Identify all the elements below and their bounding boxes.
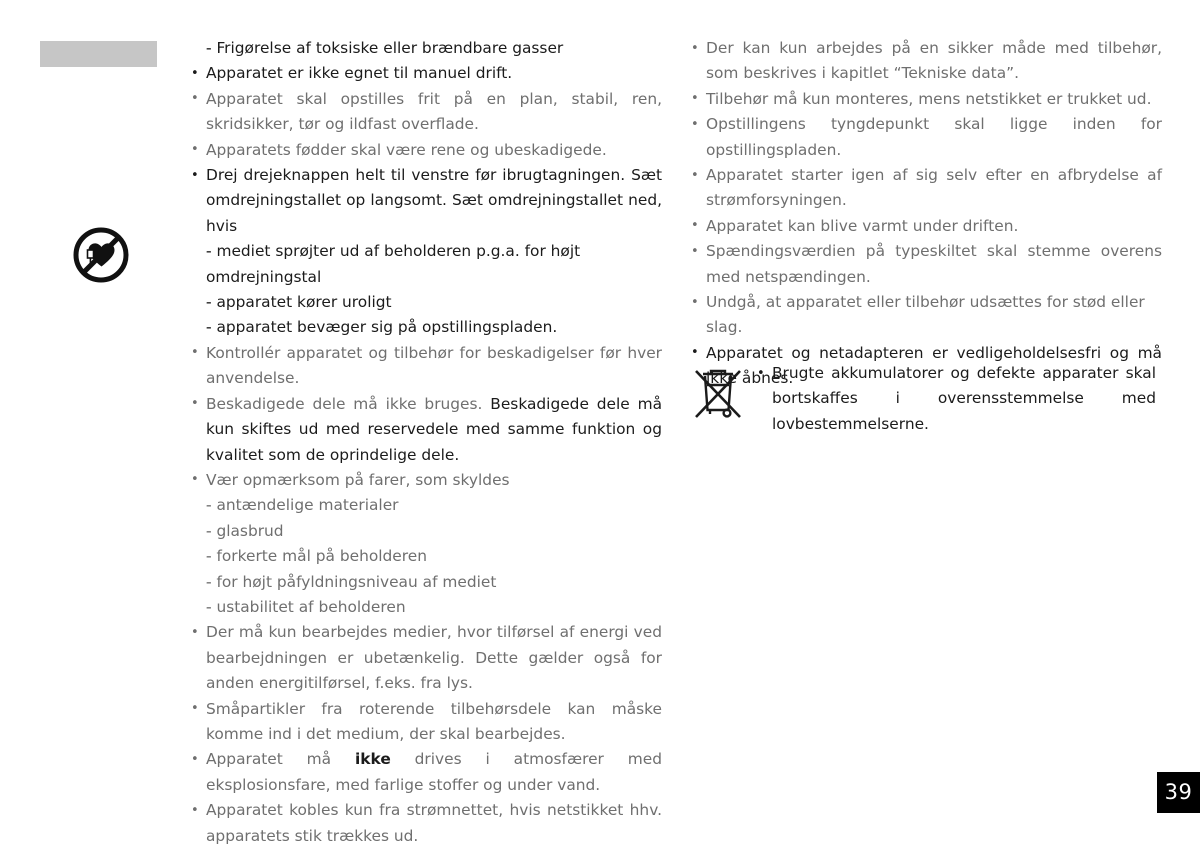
list-item [190, 341, 662, 392]
list-item-text: - glasbrud [206, 521, 284, 540]
list-item-text: - ustabilitet af beholderen [206, 597, 406, 616]
list-item-text: Drej drejeknappen helt til venstre før ibrugtagningen. Sæt omdrejningstallet op langsomt. Sæt omdrejningstallet ned, hvis [206, 166, 662, 235]
list-item-text-rest: Beskadigede dele må kun skiftes ud med reservedele med samme funktion og kvalitet som de oprindelige dele. [206, 394, 663, 464]
list-item [190, 61, 662, 86]
list-item [690, 112, 1162, 163]
list-item [190, 315, 662, 340]
list-item [190, 747, 662, 798]
list-item [756, 361, 1156, 437]
list-item [190, 392, 662, 468]
list-item [190, 239, 662, 290]
list-item-text: Apparatet starter igen af sig selv efter en afbrydelse af strømforsyningen. [706, 166, 1162, 210]
list-item-text: Kontrollér apparatet og tilbehør for beskadigelser før hver anvendelse. [206, 343, 662, 388]
list-item [190, 138, 662, 163]
list-item-text: - antændelige materialer [206, 496, 399, 515]
list-item [190, 519, 662, 544]
no-pacemaker-icon [73, 227, 129, 283]
list-item-text: Undgå, at apparatet eller tilbehør udsættes for stød eller slag. [706, 293, 1145, 337]
list-item [190, 290, 662, 315]
list-item [190, 36, 662, 61]
list-item [190, 468, 662, 493]
list-item-text: Småpartikler fra roterende tilbehørsdele kan måske komme ind i det medium, der skal bearbejdes. [206, 699, 662, 743]
left-text-column [190, 36, 662, 849]
right-text-column [690, 36, 1162, 392]
page-number-tab: 39 [1157, 772, 1200, 813]
list-item-text: Opstillingens tyngdepunkt skal ligge inden for opstillingspladen. [706, 115, 1162, 159]
list-item [190, 87, 662, 138]
list-item-emphasis: ikke [354, 750, 391, 769]
list-item-text: Apparatet er ikke egnet til manuel drift. [206, 64, 513, 83]
list-item-text: Apparatets fødder skal være rene og ubeskadigede. [206, 140, 607, 159]
right-column-list [690, 36, 1162, 392]
list-item [190, 570, 662, 595]
grey-placeholder-block [40, 41, 157, 67]
list-item-text: - forkerte mål på beholderen [206, 547, 427, 566]
list-item [190, 620, 662, 696]
list-item [190, 163, 662, 239]
weee-note-text-block [756, 361, 1156, 437]
list-item [690, 214, 1162, 239]
list-item-text: Spændingsværdien på typeskiltet skal stemme overens med netspændingen. [706, 242, 1162, 286]
list-item-text: Apparatet kan blive varmt under driften. [706, 216, 1019, 235]
list-item-text: Apparatet skal opstilles frit på en plan, stabil, ren, skridsikker, tør og ildfast overflade. [206, 89, 662, 134]
list-item-text: - mediet sprøjter ud af beholderen p.g.a. for højt omdrejningstal [206, 242, 581, 286]
list-item-text: - for højt påfyldningsniveau af mediet [206, 572, 497, 591]
list-item-text: drives i atmosfærer med eksplosionsfare, med farlige stoffer og under vand. [206, 750, 662, 794]
list-item [190, 595, 662, 620]
list-item-text: - apparatet bevæger sig på opstillingspladen. [206, 318, 558, 337]
list-item [190, 493, 662, 518]
list-item-text: Der må kun bearbejdes medier, hvor tilførsel af energi ved bearbejdningen er ubetænkelig. Dette gælder også for anden energitilførsel, f.eks. fra lys. [206, 623, 662, 693]
list-item-text: Brugte akkumulatorer og defekte apparater skal bortskaffes i overensstemmelse med lovbestemmelserne. [772, 364, 1156, 433]
list-item [690, 239, 1162, 290]
list-item-text: Tilbehør må kun monteres, mens netstikket er trukket ud. [706, 89, 1152, 108]
crossed-out-wheelie-bin-icon [690, 363, 746, 423]
weee-note-list [756, 361, 1156, 437]
list-item [690, 87, 1162, 112]
list-item [690, 163, 1162, 214]
list-item-text-lead: Beskadigede dele må ikke bruges. [206, 394, 483, 413]
list-item-text: Apparatet kobles kun fra strømnettet, hvis netstikket hhv. apparatets stik trækkes ud. [206, 801, 662, 845]
list-item [190, 544, 662, 569]
list-item-text: Apparatet må [206, 750, 355, 769]
list-item-text: Vær opmærksom på farer, som skyldes [206, 470, 510, 489]
list-item [190, 798, 662, 849]
list-item-text: - apparatet kører uroligt [206, 293, 392, 312]
weee-disposal-note [690, 361, 1162, 437]
left-column-list [190, 36, 662, 849]
list-item [690, 290, 1162, 341]
list-item [190, 697, 662, 748]
list-item-text: Apparatet og netadapteren er vedligeholdelsesfri og må ikke åbnes. [706, 343, 1162, 388]
list-item-text: - Frigørelse af toksiske eller brændbare gasser [206, 39, 564, 57]
list-item [690, 36, 1162, 87]
list-item-text: Der kan kun arbejdes på en sikker måde med tilbehør, som beskrives i kapitlet “Tekniske data”. [706, 39, 1162, 83]
